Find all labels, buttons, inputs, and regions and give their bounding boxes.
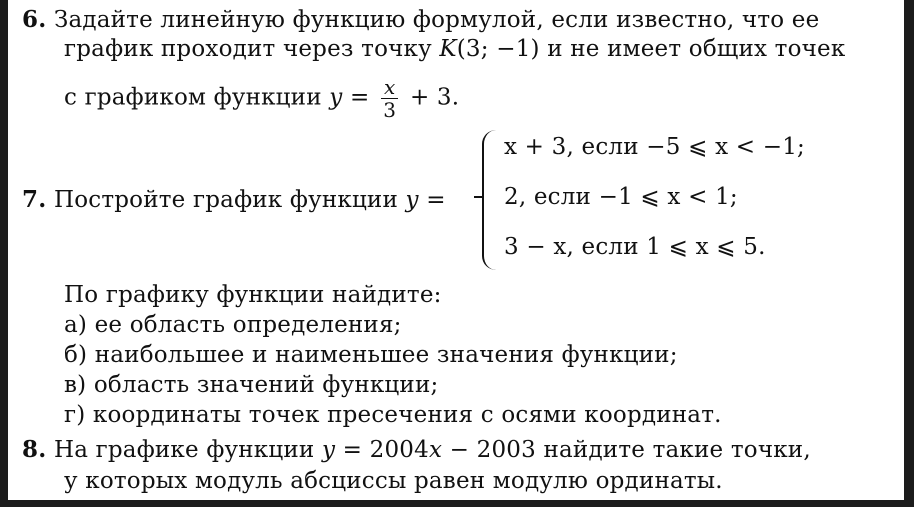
problem-7-text: Постройте график функции	[53, 187, 406, 213]
problem-6-number: 6.	[22, 6, 47, 33]
var-x-8: x	[428, 437, 443, 463]
problem-6-line-2	[64, 36, 845, 62]
fraction-numerator: x	[381, 76, 398, 99]
point-k: K	[439, 36, 457, 62]
fraction-denominator: 3	[383, 98, 397, 122]
item-b: б) наибольшее и наименьшее значения функции;	[64, 342, 678, 368]
case-2: 2, если −1 ⩽ x < 1;	[504, 184, 738, 210]
item-g: г) координаты точек пресечения с осями координат.	[64, 402, 722, 428]
problem-6-text-2b: (3; −1) и не имеет общих точек	[456, 36, 846, 62]
problem-8-text-1: На графике функции	[53, 437, 322, 463]
var-y-8: y	[321, 437, 336, 463]
problem-6-line-1	[22, 6, 819, 33]
document-page	[8, 0, 904, 500]
problem-6-text-3: с графиком функции	[64, 84, 330, 111]
find-title: По графику функции найдите:	[64, 282, 442, 308]
item-v: в) область значений функции;	[64, 372, 439, 398]
piecewise-brace	[482, 130, 498, 270]
equation-part: = 2004	[335, 437, 429, 463]
problem-8-line-2: у которых модуль абсциссы равен модулю ординаты.	[64, 468, 723, 494]
case-1: x + 3, если −5 ⩽ x < −1;	[504, 134, 805, 160]
problem-6-line-3	[64, 76, 459, 121]
piecewise-brace-tip	[474, 196, 484, 198]
problem-6-text-3b: + 3.	[409, 84, 460, 111]
var-y: y	[329, 84, 343, 111]
item-a: а) ее область определения;	[64, 312, 402, 338]
problem-7-number: 7.	[22, 186, 47, 213]
case-3: 3 − x, если 1 ⩽ x ⩽ 5.	[504, 234, 766, 260]
fraction-x-over-3	[381, 76, 398, 121]
problem-8-text-1b: − 2003 найдите такие точки,	[442, 437, 811, 463]
problem-6-text-1: Задайте линейную функцию формулой, если известно, что ее	[53, 7, 820, 33]
var-y-7: y	[405, 187, 419, 213]
problem-8-line-1	[22, 436, 811, 463]
problem-6-text-2: график проходит через точку	[64, 36, 440, 62]
problem-7-line-1	[22, 186, 446, 213]
equals-sign: =	[342, 84, 377, 111]
problem-8-number: 8.	[22, 436, 47, 463]
equals-sign-7: =	[418, 187, 446, 213]
